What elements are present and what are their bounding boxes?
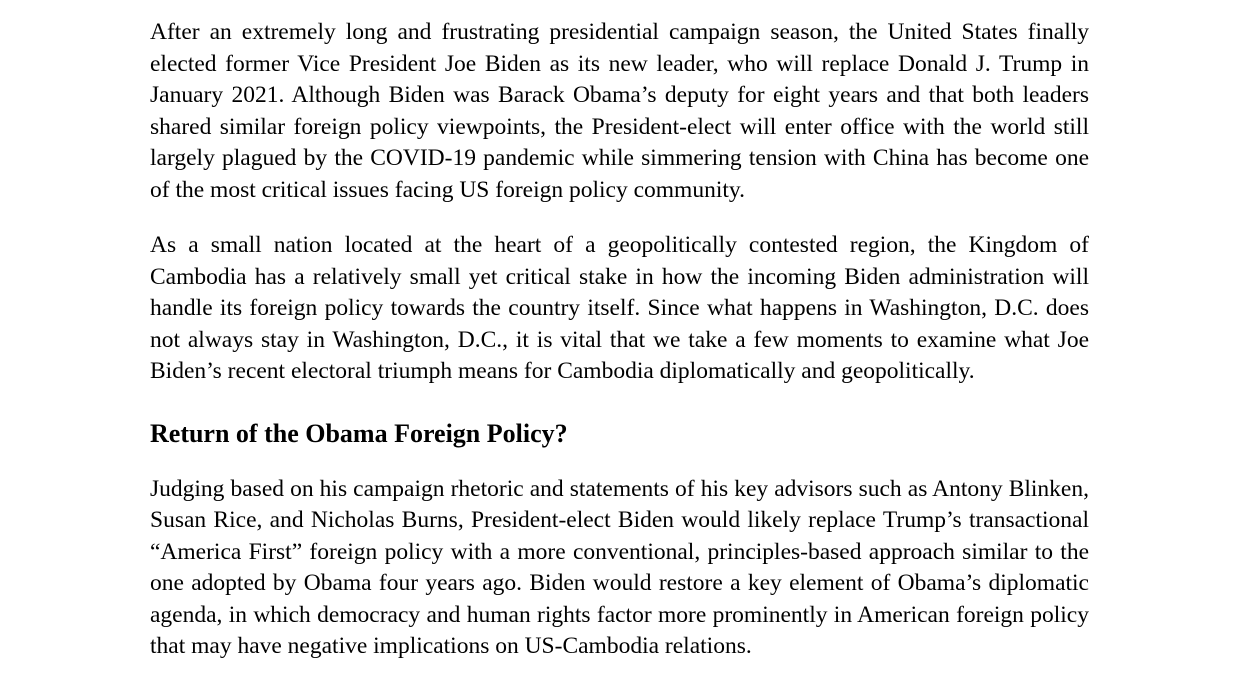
paragraph-intro: After an extremely long and frustrating presidential campaign season, the United States finally elected former Vice President Joe Biden as its new leader, who will replace Donald J. Trump in January 2021. Although Biden was Barack Obama’s deputy for eight years and that both leaders shared similar foreign policy viewpoints, the President-elect will enter office with the world still largely plagued by the COVID-19 pandemic while simmering tension with China has become one of the most critical issues facing US foreign policy community. [150,19,1089,203]
cut-off-text [150,0,1089,1]
section-heading: Return of the Obama Foreign Policy? [150,418,568,448]
cut-off-line [150,0,1089,7]
document-body [150,0,1089,663]
paragraph-obama-policy: Judging based on his campaign rhetoric and statements of his key advisors such as Antony Blinken, Susan Rice, and Nicholas Burns, President-elect Biden would likely replace Trump’s transactional “America First” foreign policy with a more conventional, principles-based approach similar to the one adopted by Obama four years ago. Biden would restore a key element of Obama’s diplomatic agenda, in which democracy and human rights factor more prominently in American foreign policy that may have negative implications on US-Cambodia relations. [150,475,1089,659]
paragraph-cambodia-stake: As a small nation located at the heart of a geopolitically contested region, the Kingdom of Cambodia has a relatively small yet critical stake in how the incoming Biden administration will handle its foreign policy towards the country itself. Since what happens in Washington, D.C. does not always stay in Washington, D.C., it is vital that we take a few moments to examine what Joe Biden’s recent electoral triumph means for Cambodia diplomatically and geopolitically. [150,232,1089,384]
